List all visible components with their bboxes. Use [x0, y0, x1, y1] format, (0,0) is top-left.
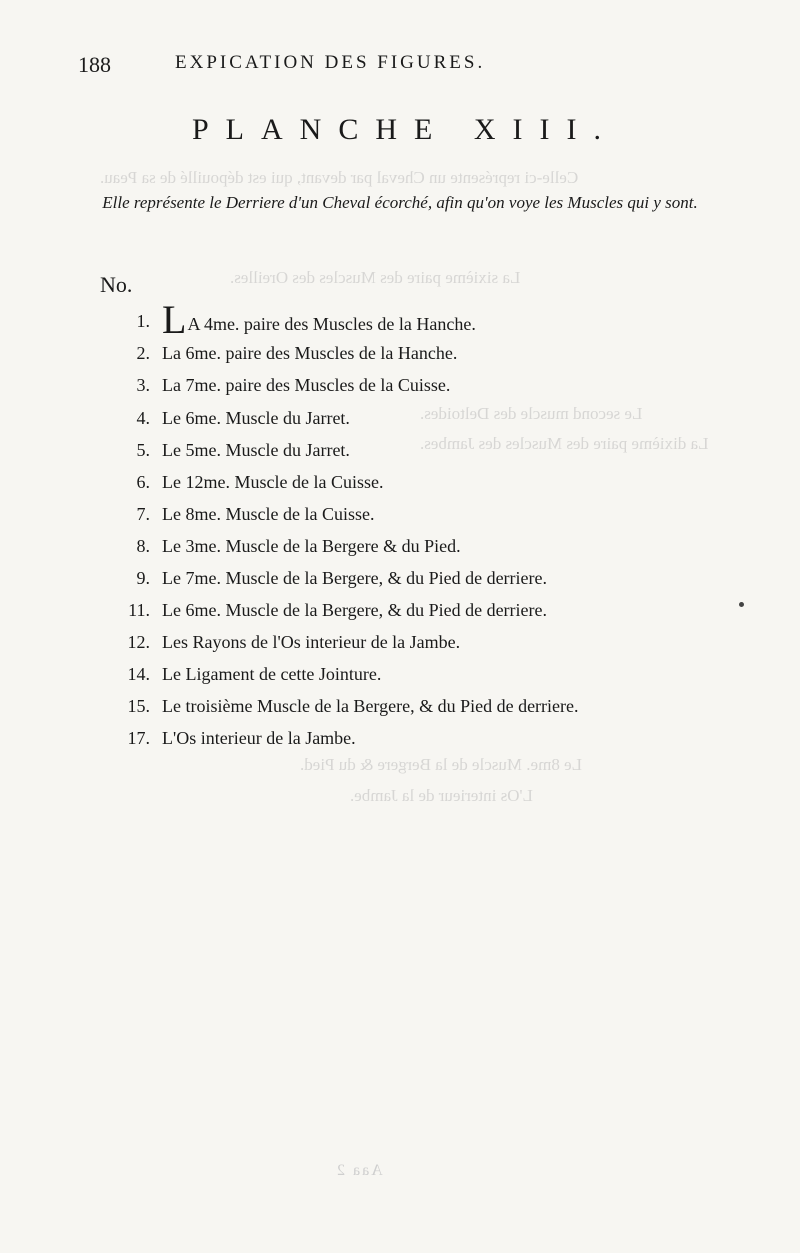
bleed-through-text: Le second muscle des Deltoides.	[420, 404, 643, 423]
number-column-label: No.	[100, 272, 133, 297]
item-number: 1.	[136, 311, 150, 331]
item-number: 15.	[127, 696, 150, 716]
ink-speck	[739, 602, 744, 607]
item-number: 6.	[136, 472, 150, 492]
running-head: EXPICATION DES FIGURES.	[175, 52, 486, 73]
bleed-through-text: La dixième paire des Muscles des Jambes.	[420, 434, 709, 453]
item-number: 3.	[136, 375, 150, 395]
item-text: Le 6me. Muscle du Jarret.	[162, 408, 350, 428]
item-number: 8.	[136, 536, 150, 556]
item-text	[162, 297, 476, 342]
item-text: Le Ligament de cette Jointure.	[162, 664, 382, 684]
item-number: 7.	[136, 504, 150, 524]
drop-cap: L	[162, 297, 187, 342]
item-number: 11.	[128, 600, 150, 620]
bleed-through-text: Celle-ci représente un Cheval par devant, qui est dépouillé de sa Peau.	[100, 168, 579, 187]
item-text: L'Os interieur de la Jambe.	[162, 728, 356, 748]
item-number: 9.	[136, 568, 150, 588]
bleed-through-text: L'Os interieur de la Jambe.	[350, 786, 533, 805]
plate-description: Elle représente le Derriere d'un Cheval écorché, afin qu'on voye les Muscles qui y sont.	[102, 193, 698, 212]
item-text: La 7me. paire des Muscles de la Cuisse.	[162, 375, 451, 395]
item-number: 4.	[136, 408, 150, 428]
item-text: Le 6me. Muscle de la Bergere, & du Pied de derriere.	[162, 600, 548, 620]
item-number: 14.	[127, 664, 150, 684]
item-number: 2.	[136, 343, 150, 363]
plate-title: PLANCHE XIII.	[192, 113, 618, 146]
bleed-through-text: Le 8me. Muscle de la Bergere & du Pied.	[300, 755, 582, 774]
item-text: Le 8me. Muscle de la Cuisse.	[162, 504, 375, 524]
item-text-body: A 4me. paire des Muscles de la Hanche.	[187, 314, 476, 334]
bleed-through-text: La sixième paire des Muscles des Oreilles.	[230, 268, 521, 287]
item-text: La 6me. paire des Muscles de la Hanche.	[162, 343, 458, 363]
item-text: Le 12me. Muscle de la Cuisse.	[162, 472, 384, 492]
item-number: 17.	[127, 728, 150, 748]
item-number: 5.	[136, 440, 150, 460]
item-text: Le troisième Muscle de la Bergere, & du Pied de derriere.	[162, 696, 579, 716]
item-number: 12.	[127, 632, 150, 652]
item-text: Le 5me. Muscle du Jarret.	[162, 440, 350, 460]
item-text: Les Rayons de l'Os interieur de la Jambe.	[162, 632, 461, 652]
item-text: Le 7me. Muscle de la Bergere, & du Pied de derriere.	[162, 568, 548, 588]
signature-mark: Aaa 2	[335, 1162, 383, 1179]
item-text: Le 3me. Muscle de la Bergere & du Pied.	[162, 536, 461, 556]
page-number: 188	[78, 52, 111, 77]
